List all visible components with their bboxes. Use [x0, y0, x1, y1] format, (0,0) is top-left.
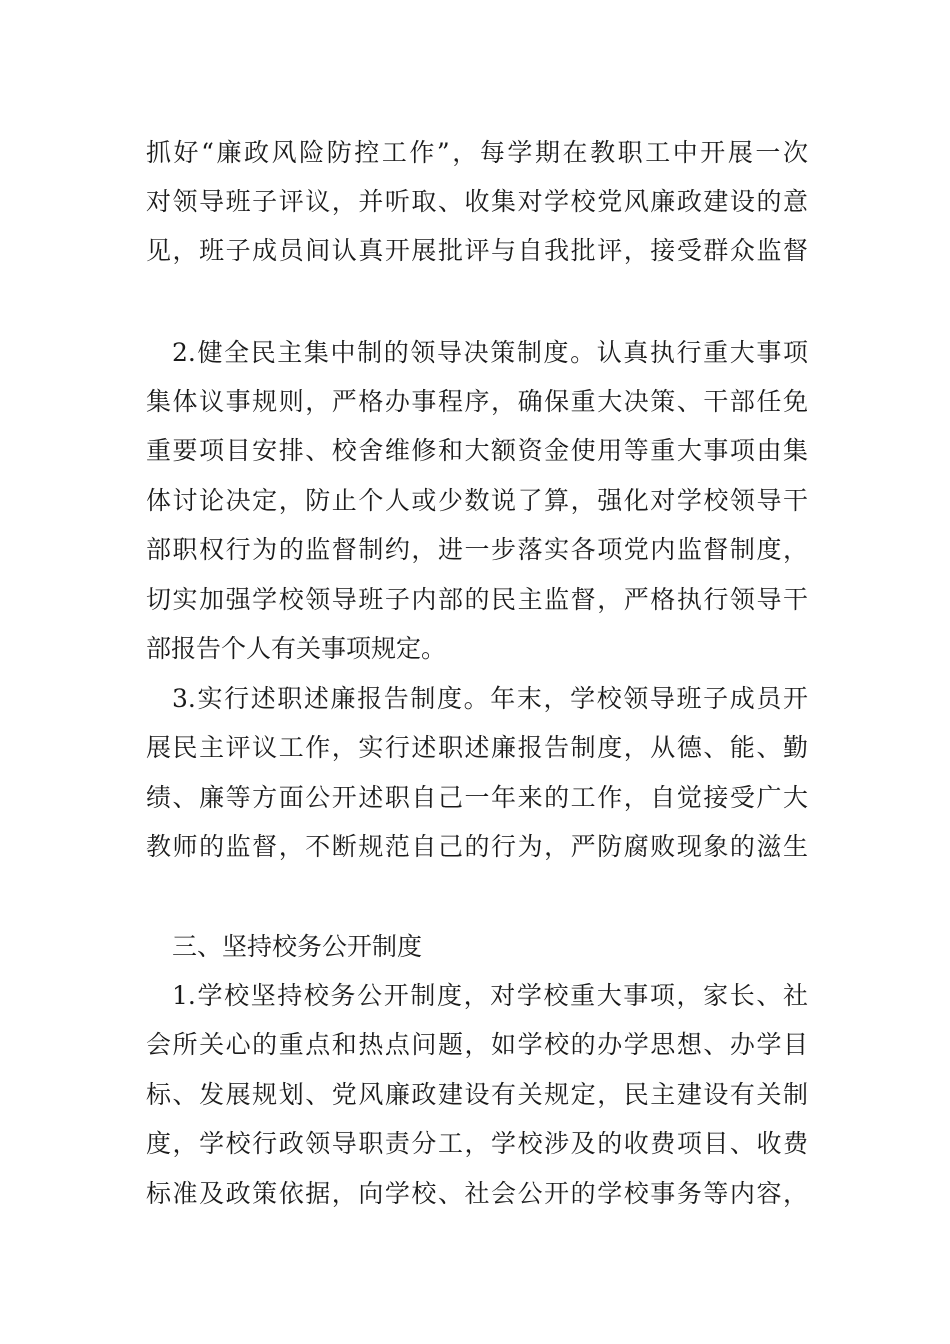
- paragraph-line: 标准及政策依据，向学校、社会公开的学校事务等内容，: [146, 1179, 808, 1208]
- paragraph-line: 度，学校行政领导职责分工，学校涉及的收费项目、收费: [146, 1129, 808, 1158]
- paragraph-line: 切实加强学校领导班子内部的民主监督，严格执行领导干: [146, 585, 808, 614]
- paragraph-line: 1.学校坚持校务公开制度，对学校重大事项，家长、社: [172, 981, 808, 1010]
- paragraph-line: 3.实行述职述廉报告制度。年末，学校领导班子成员开: [172, 684, 808, 713]
- paragraph-line: 抓好“廉政风险防控工作”，每学期在教职工中开展一次: [146, 138, 808, 167]
- paragraph-line: 展民主评议工作，实行述职述廉报告制度，从德、能、勤: [146, 733, 808, 762]
- paragraph-line: 集体议事规则，严格办事程序，确保重大决策、干部任免: [146, 387, 808, 416]
- paragraph-line: 体讨论决定，防止个人或少数说了算，强化对学校领导干: [146, 486, 808, 515]
- paragraph-line: 绩、廉等方面公开述职自己一年来的工作，自觉接受广大: [146, 783, 808, 812]
- paragraph-line: 见，班子成员间认真开展批评与自我批评，接受群众监督: [146, 236, 808, 265]
- section-heading: 三、坚持校务公开制度: [172, 932, 423, 961]
- paragraph-line: 重要项目安排、校舍维修和大额资金使用等重大事项由集: [146, 436, 808, 465]
- paragraph-line: 2.健全民主集中制的领导决策制度。认真执行重大事项: [172, 338, 808, 367]
- paragraph-line: 标、发展规划、党风廉政建设有关规定，民主建设有关制: [146, 1080, 808, 1109]
- paragraph-line: 会所关心的重点和热点问题，如学校的办学思想、办学目: [146, 1030, 808, 1059]
- paragraph-line: 部报告个人有关事项规定。: [146, 634, 447, 663]
- paragraph-line: 对领导班子评议，并听取、收集对学校党风廉政建设的意: [146, 187, 808, 216]
- paragraph-line: 部职权行为的监督制约，进一步落实各项党内监督制度，: [146, 535, 808, 564]
- paragraph-line: 教师的监督，不断规范自己的行为，严防腐败现象的滋生: [146, 832, 808, 861]
